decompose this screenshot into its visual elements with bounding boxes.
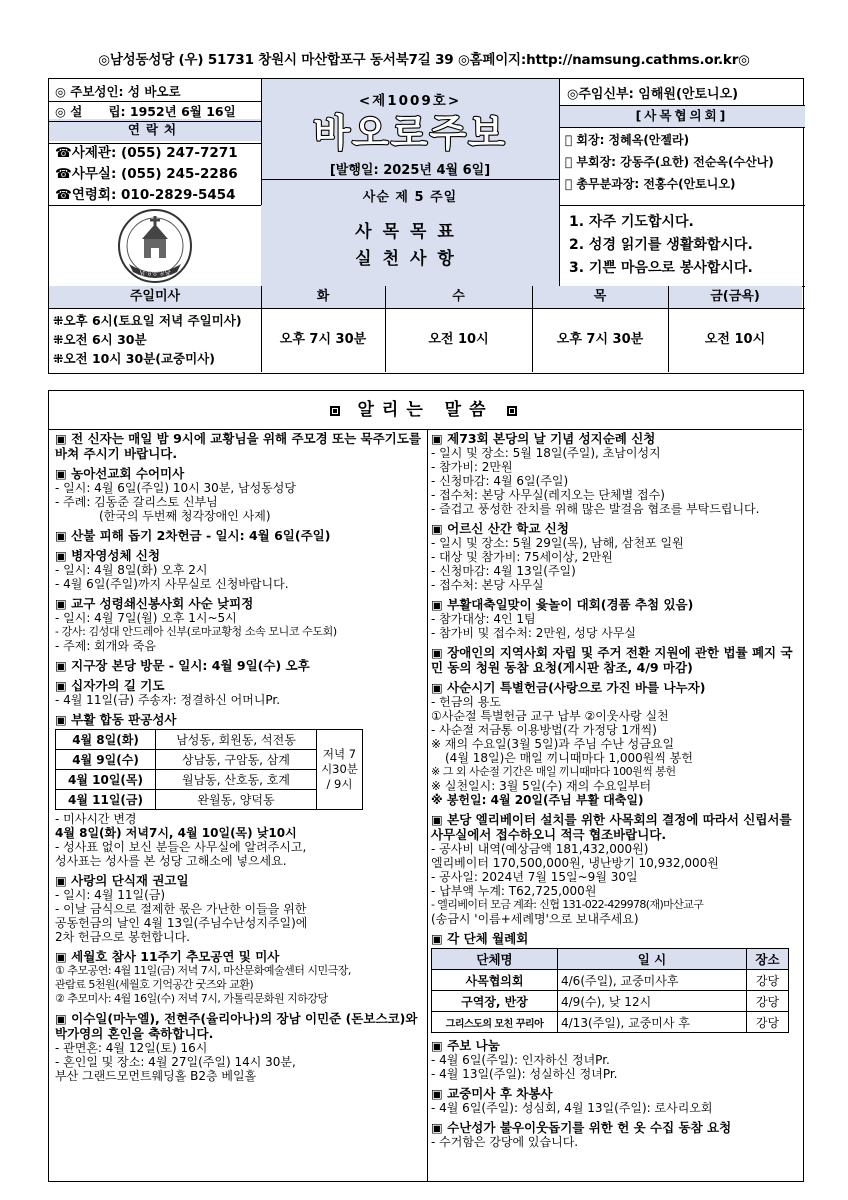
notice-item: ▣ 세월호 참사 11주기 추모공연 및 미사 ① 추모공연: 4월 11일(금) 저녁 7시, 마산문화예술센터 시민극장, 관람료 5천원(세월호 기억공간 굿즈와 교환) ② 추모미사: 4월 16일(수) 저녁 7시, 가톨릭문화원 지하강당 <box>55 949 351 1005</box>
goal-item: 2. 성경 읽기를 생활화합시다. <box>569 237 753 253</box>
founded-date: ◎ 설 립: 1952년 6월 16일 <box>55 104 236 119</box>
mass-header-thu: 목 <box>593 289 607 304</box>
council-member: 󰀀 부회장: 강동주(요한) 전순옥(수산나) <box>565 155 774 169</box>
council-member: 󰀀 총무분과장: 전홍수(안토니오) <box>565 177 736 191</box>
parish-logo <box>49 205 261 286</box>
mass-time-wed: 오전 10시 <box>428 332 489 347</box>
notice-item: ▣ 본당 엘리베이터 설치를 위한 사목회의 결정에 따라서 신립서를 사무실에서 접수하오니 적극 협조바랍니다. - 공사비 내역(예상금액 181,432,000원) 엘리베이터 170,500,000원, 냉난방기 10,932,000원 - 공사일: 2024년 7월 15일~9월 30일 - 납부액 누계: T62,725,000원 - 엘리베이터 모금 계좌: 신협 131-022-429978(재)마산교구 (송금시 '이름+세례명'으로 보내주세요) <box>431 812 792 926</box>
notice-item: ▣ 전 신자는 매일 밤 9시에 교황님을 위해 주모경 또는 묵주기도를 바쳐 주시기 바랍니다. <box>55 431 421 461</box>
mass-time-thu: 오후 7시 30분 <box>556 332 644 347</box>
phone-office[interactable]: ☎사무실: (055) 245-2286 <box>55 166 238 182</box>
notice-item: ▣ 주보 나눔 - 4월 6일(주일): 인자하신 정녀Pr. - 4월 13일(주일): 성실하신 정녀Pr. <box>431 1038 618 1081</box>
notices-right-column <box>431 431 797 1179</box>
notice-item: ▣ 교구 성령쇄신봉사회 사순 낮피정 - 일시: 4월 7일(월) 오후 1시~5시 - 강사: 김성대 안드레아 신부(로마교황청 소속 모니코 수도회) - 주제: 회개와 죽음 <box>55 596 337 653</box>
mass-header-sunday: 주일미사 <box>129 289 181 304</box>
notice-item: ▣ 지구장 본당 방문 - 일시: 4월 9일(수) 오후 <box>55 658 310 673</box>
notice-item: ▣ 부활대축일맞이 윷놀이 대회(경품 추첨 있음) - 참가대상: 4인 1팀 - 참가비 및 접수처: 2만원, 성당 사무실 <box>431 597 694 640</box>
issue-date: [발행일: 2025년 4월 6일] <box>329 163 491 178</box>
notice-item: ▣ 이수일(마누엘), 전현주(율리아나)의 장남 이민준 (돈보스코)와 박가영의 혼인을 축하합니다. - 관면혼: 4월 12일(토) 16시 - 혼인일 및 장소: 4월 27일(주일) 14시 30분, 부산 그랜드모먼트웨딩홀 B2층 베일홀 <box>55 1011 418 1083</box>
goal-label: 사목목표 <box>355 222 465 242</box>
goal-item: 3. 기쁜 마음으로 봉사합시다. <box>569 260 753 276</box>
square-bullet-icon <box>330 406 340 416</box>
phone-rectory[interactable]: ☎사제관: (055) 247-7271 <box>55 145 238 161</box>
patron-saint: ◎ 주보성인: 성 바오로 <box>55 84 181 99</box>
council-title: [사목협의회] <box>559 105 805 127</box>
notice-item: ▣ 각 단체 월례회 단체명 일 시 장소 사목협의회 4/6(주일), 교중미사후 강당 구역장, 반장 4/9(수), 낮 12시 강당 그리스도의 모친 꾸리아 4/13(주일), 교중미사 후 강당 <box>431 931 797 1033</box>
notice-item: ▣ 장애인의 지역사회 자립 및 주거 전환 지원에 관한 법률 폐지 국민 동의 청원 동참 요청(게시판 참조, 4/9 마감) <box>431 645 793 675</box>
notice-item: ▣ 제73회 본당의 날 기념 성지순례 신청 - 일시 및 장소: 5월 18일(주일), 초남이성지 - 참가비: 2만원 - 신청마감: 4월 6일(주일) - 접수처: 본당 사무실(레지오는 단체별 접수) - 즐겁고 풍성한 잔치를 위해 많은 발걸음 협조를 부탁드립니다. <box>431 431 760 516</box>
masthead <box>261 79 559 205</box>
table-row: 사목협의회 4/6(주일), 교중미사후 강당 <box>432 970 789 991</box>
notice-item: ▣ 교중미사 후 차봉사 - 4월 6일(주일): 성심회, 4월 13일(주일): 로사리오회 <box>431 1086 713 1115</box>
table-row: 구역장, 반장 4/9(수), 낮 12시 강당 <box>432 991 789 1012</box>
pastoral-goal-box <box>261 205 559 286</box>
notice-item: ▣ 농아선교회 수어미사 - 일시: 4월 6일(주일) 10시 30분, 남성동성당 - 주례: 김동준 갈리스토 신부님 (한국의 두번째 청각장애인 사제) <box>55 466 296 523</box>
mass-time-tue: 오후 7시 30분 <box>279 332 367 347</box>
notices-title: 알리는 말씀 <box>49 391 802 429</box>
table-row: 4월 11일(금) 완월동, 양덕동 <box>56 790 363 810</box>
header-address-bar: ◎남성동성당 (우) 51731 창원시 마산합포구 동서북7길 39 ◎홈페이지:http://namsung.cathms.or.kr◎ <box>98 52 750 68</box>
goals-list <box>559 205 805 286</box>
table-row: 4월 10일(목) 월남동, 산호동, 호계 <box>56 770 363 790</box>
mass-time: ⁜오전 6시 30분 <box>53 332 147 347</box>
notices-left-column <box>55 431 423 1179</box>
notice-item: ▣ 수난성가 불우이웃돕기를 위한 헌 옷 수집 동참 요청 - 수거함은 강당에 있습니다. <box>431 1120 732 1149</box>
pastor-name: ◎주임신부: 임해원(안토니오) <box>567 87 739 102</box>
table-row: 4월 8일(화) 남성동, 회원동, 석전동 저녁 7시30분 / 9시 <box>56 730 363 750</box>
notice-item: ▣ 사순시기 특별헌금(사랑으로 가진 바를 나누자) - 헌금의 용도 ①사순절 특별헌금 교구 납부 ②이웃사랑 실천 - 사순절 저금통 이용방법(각 가정당 1개씩) ※ 재의 수요일(3월 5일)과 주님 수난 성금요일 (4월 18일)은 매일 끼니때마다 1,000원씩 봉헌 ※ 그 외 사순절 기간은 매일 끼니때마다 100원씩 봉헌 ※ 실천일시: 3월 5일(수) 재의 수요일부터 ※ 봉헌일: 4월 20일(주님 부활 대축일) <box>431 680 706 807</box>
notices-section <box>48 390 804 1182</box>
bulletin-header <box>48 78 804 374</box>
mass-header-tue: 화 <box>316 289 330 304</box>
bulletin-title: 바오로주보 <box>313 111 507 155</box>
notice-item: ▣ 어르신 산간 학교 신청 - 일시 및 장소: 5월 29일(목), 남해, 삼천포 일원 - 대상 및 참가비: 75세이상, 2만원 - 신청마감: 4월 13일(주일) - 접수처: 본당 사무실 <box>431 521 684 592</box>
mass-time: ⁜오후 6시(토요일 저녁 주일미사) <box>53 313 242 328</box>
council-member: 󰀀 회장: 정혜옥(안젤라) <box>565 133 690 147</box>
pastoral-council <box>559 79 805 195</box>
table-row: 4월 9일(수) 상남동, 구암동, 삼계 <box>56 750 363 770</box>
practice-label: 실천사항 <box>355 249 465 269</box>
mass-time-fri: 오전 10시 <box>704 332 766 347</box>
goal-item: 1. 자주 기도합시다. <box>569 214 694 230</box>
contact-title: 연락처 <box>49 119 261 141</box>
square-bullet-icon <box>507 406 517 416</box>
liturgical-sunday: 사순 제 5 주일 <box>362 190 458 205</box>
table-header-row: 단체명 일 시 장소 <box>432 949 789 970</box>
table-row: 그리스도의 모친 꾸리아 4/13(주일), 교중미사 후 강당 <box>432 1012 789 1033</box>
mass-time: ⁜오전 10시 30분(교중미사) <box>53 351 215 366</box>
notice-item: ▣ 십자가의 길 기도 - 4월 11일(금) 주송자: 정결하신 어머니Pr. <box>55 678 281 707</box>
notice-item: ▣ 사랑의 단식재 권고일 - 일시: 4월 11일(금) - 이날 금식으로 절제한 몫은 가난한 이들을 위한 공동헌금의 날인 4월 13일(주님수난성지주일)에 2차 헌금으로 봉헌합니다. <box>55 873 308 944</box>
notice-item: ▣ 부활 합동 판공성사 4월 8일(화) 남성동, 회원동, 석전동 저녁 7시30분 / 9시 4월 9일(수) 상남동, 구암동, 삼계 4월 10일(목) 월남동, 산호동, 호계 4월 11일(금) 완월동, 양덕동 - 미사시간 변경 4월 8일(화) 저녁7시, 4월 10일(목) 낮10시 - 성사표 없이 보신 분들은 사무실에 알려주시고, 성사표는 성사를 본 성당 고해소에 넣으세요. <box>55 712 423 868</box>
notice-item: ▣ 산불 피해 돕기 2차헌금 - 일시: 4월 6일(주일) <box>55 528 331 543</box>
confession-schedule-table <box>55 729 363 810</box>
logo-text: 남성동성당 <box>139 268 171 276</box>
notice-item: ▣ 병자영성체 신청 - 일시: 4월 8일(화) 오후 2시 - 4월 6일(주일)까지 사무실로 신청바랍니다. <box>55 548 289 591</box>
sunday-mass-times <box>53 311 259 368</box>
meeting-schedule-table <box>431 948 789 1033</box>
mass-header-fri: 금(금욕) <box>710 289 760 304</box>
mass-header-wed: 수 <box>452 289 465 304</box>
church-seal-icon <box>115 208 195 284</box>
issue-number: <제1009호> <box>358 93 462 109</box>
phone-funeral[interactable]: ☎연령회: 010-2829-5454 <box>55 187 236 203</box>
